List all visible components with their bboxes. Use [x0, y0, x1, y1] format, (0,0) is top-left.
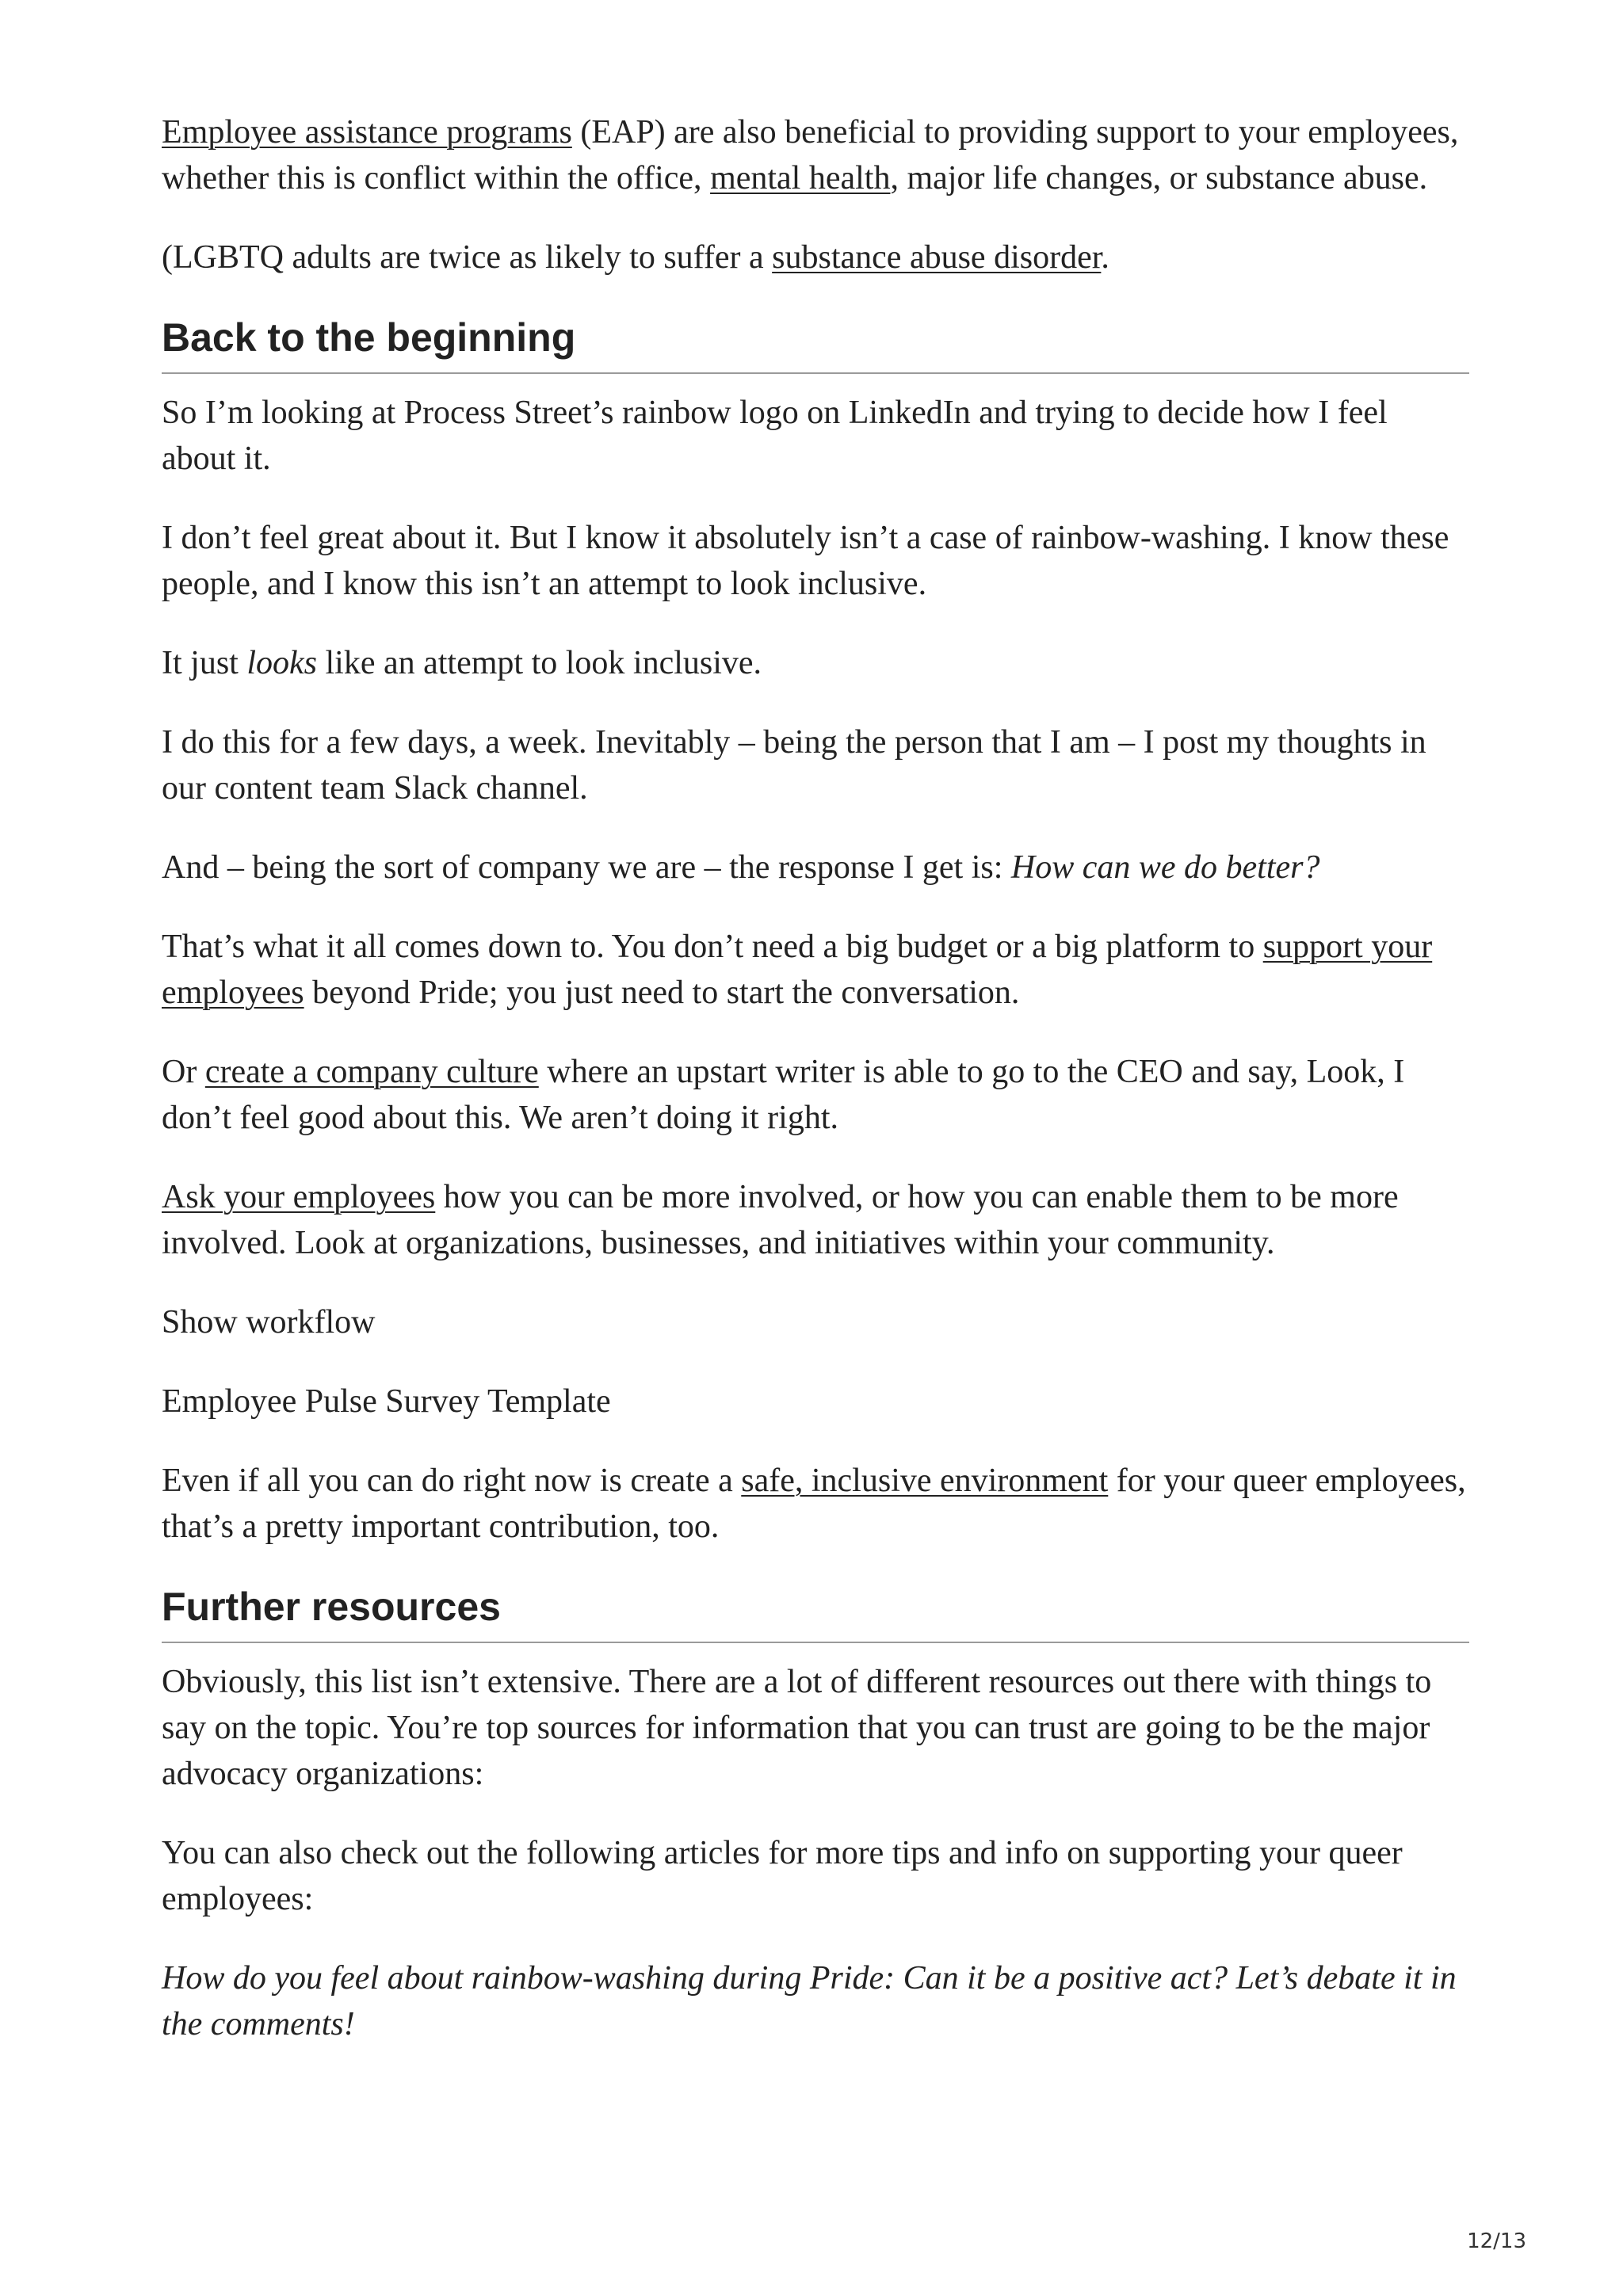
paragraph-eap: Employee assistance programs (EAP) are also beneficial to providing support to your employees, whether this is conflict within the office, mental health, major life changes, or substance abuse.: [162, 114, 1459, 196]
survey-template-title: Employee Pulse Survey Template: [162, 1383, 611, 1420]
paragraph-few-days: I do this for a few days, a week. Inevitably – being the person that I am – I post my thoughts in our content team Slack channel.: [162, 724, 1426, 807]
link-ask-your-employees[interactable]: Ask your employees: [162, 1179, 436, 1215]
paragraph-do-better: And – being the sort of company we are – the response I get is: How can we do better?: [162, 849, 1320, 886]
paragraph-safe-environment: Even if all you can do right now is create a safe, inclusive environment for your queer employees, that’s a pretty important contribution, too.: [162, 1463, 1466, 1545]
paragraph-comes-down-to: That’s what it all comes down to. You don’t need a big budget or a big platform to support your employees beyond Pride; you just need to start the conversation.: [162, 929, 1433, 1011]
link-support-your-employees[interactable]: support your employees: [162, 929, 1433, 1011]
paragraph-ask-employees: Ask your employees how you can be more involved, or how you can enable them to be more involved. Look at organizations, businesses, and initiatives within your community.: [162, 1179, 1399, 1261]
link-substance-abuse-disorder[interactable]: substance abuse disorder: [772, 239, 1102, 276]
article-content: [162, 109, 1469, 2081]
paragraph-list-not-extensive: Obviously, this list isn’t extensive. There are a lot of different resources out there with things to say on the topic. You’re top sources for information that you can trust are going to be the major advocacy organizations:: [162, 1664, 1432, 1792]
link-safe-inclusive-environment[interactable]: safe, inclusive environment: [741, 1463, 1109, 1499]
link-create-a-company-culture[interactable]: create a company culture: [204, 1054, 539, 1090]
page-number: 12/13: [1467, 2229, 1526, 2253]
paragraph-company-culture: Or create a company culture where an upstart writer is able to go to the CEO and say, Look, I don’t feel good about this. We aren’t doing it right.: [162, 1054, 1405, 1136]
paragraph-rainbow-logo: So I’m looking at Process Street’s rainbow logo on LinkedIn and trying to decide how I feel about it.: [162, 395, 1388, 477]
paragraph-it-just-looks: It just looks like an attempt to look inclusive.: [162, 645, 762, 681]
paragraph-dont-feel-great: I don’t feel great about it. But I know it absolutely isn’t a case of rainbow-washing. I know these people, and I know this isn’t an attempt to look inclusive.: [162, 520, 1449, 602]
paragraph-lgbtq: (LGBTQ adults are twice as likely to suffer a substance abuse disorder.: [162, 239, 1109, 276]
paragraph-closing-question: How do you feel about rainbow-washing during Pride: Can it be a positive act? Let’s debate it in the comments!: [162, 1960, 1457, 2042]
link-employee-assistance-programs[interactable]: Employee assistance programs: [162, 114, 572, 151]
show-workflow-text: Show workflow: [162, 1304, 376, 1341]
heading-further-resources: Further resources: [162, 1583, 1469, 1643]
heading-back-to-the-beginning: Back to the beginning: [162, 314, 1469, 374]
link-mental-health[interactable]: mental health: [710, 160, 891, 196]
paragraph-check-out-articles: You can also check out the following articles for more tips and info on supporting your queer employees:: [162, 1835, 1403, 1917]
